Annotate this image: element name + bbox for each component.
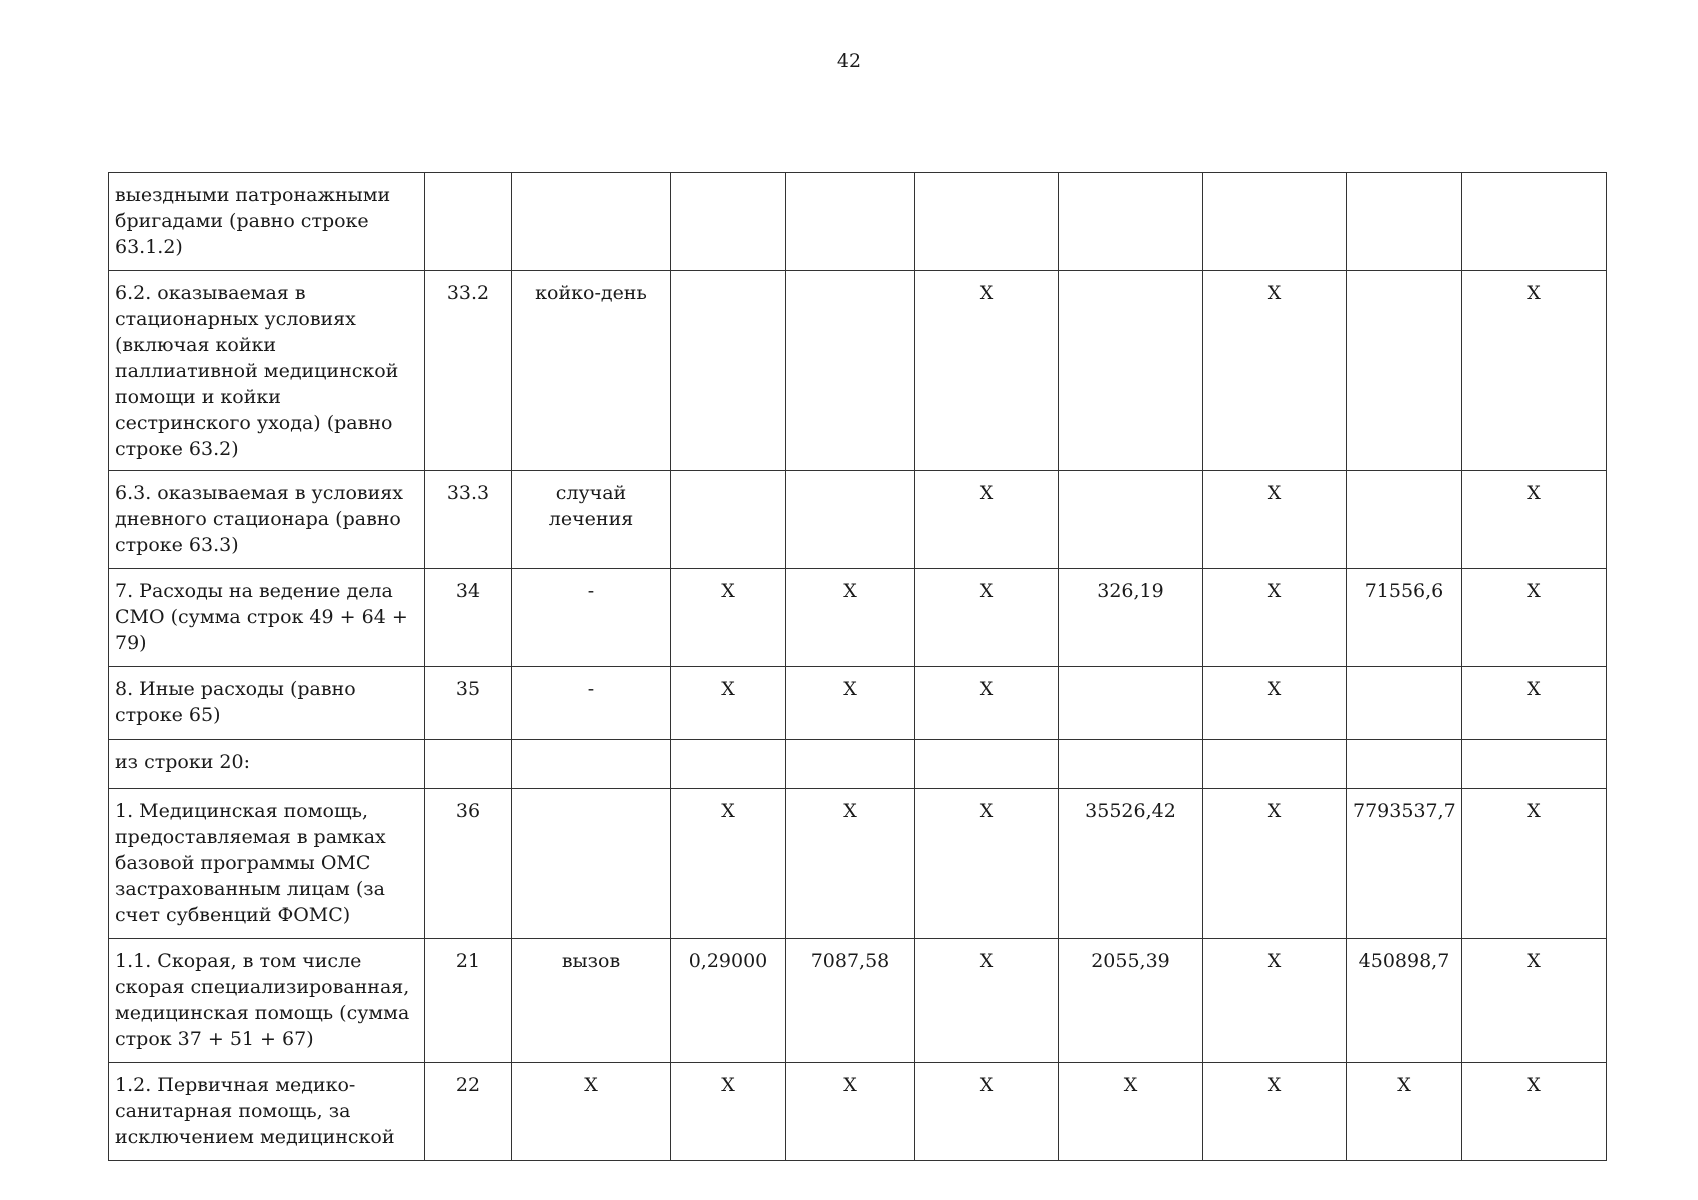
value-cell: 7087,58 (786, 939, 915, 1063)
table-row (109, 569, 1607, 667)
value-cell (1462, 740, 1607, 789)
value-cell: X (671, 569, 786, 667)
row-name-cell: 7. Расходы на ведение дела СМО (сумма строк 49 + 64 + 79) (109, 569, 425, 667)
value-cell: X (1462, 667, 1607, 740)
line-number-cell (425, 173, 512, 271)
value-cell (1347, 173, 1462, 271)
data-table (108, 172, 1607, 1161)
line-number-cell: 33.2 (425, 271, 512, 471)
value-cell: X (915, 569, 1059, 667)
line-number-cell: 34 (425, 569, 512, 667)
value-cell (786, 173, 915, 271)
value-cell (1347, 471, 1462, 569)
value-cell (1059, 667, 1203, 740)
line-number-cell: 22 (425, 1063, 512, 1161)
value-cell (1203, 173, 1347, 271)
value-cell: X (1203, 471, 1347, 569)
value-cell: X (1059, 1063, 1203, 1161)
row-name-cell: выездными патронажными бригадами (равно строке 63.1.2) (109, 173, 425, 271)
row-name-cell: 8. Иные расходы (равно строке 65) (109, 667, 425, 740)
value-cell (1347, 740, 1462, 789)
row-name-cell: 6.2. оказываемая в стационарных условиях (включая койки паллиативной медицинской помощи и койки сестринского ухода) (равно строке 63.2) (109, 271, 425, 471)
unit-cell: вызов (512, 939, 671, 1063)
value-cell (1462, 173, 1607, 271)
unit-cell: - (512, 569, 671, 667)
value-cell: X (671, 789, 786, 939)
row-name-cell: 6.3. оказываемая в условиях дневного стационара (равно строке 63.3) (109, 471, 425, 569)
value-cell (786, 471, 915, 569)
row-name-cell: 1. Медицинская помощь, предоставляемая в рамках базовой программы ОМС застрахованным лицам (за счет субвенций ФОМС) (109, 789, 425, 939)
value-cell: X (1347, 1063, 1462, 1161)
value-cell: 71556,6 (1347, 569, 1462, 667)
value-cell (1059, 173, 1203, 271)
value-cell (1347, 667, 1462, 740)
table-row (109, 271, 1607, 471)
value-cell (1059, 271, 1203, 471)
value-cell: 450898,7 (1347, 939, 1462, 1063)
value-cell: X (1203, 939, 1347, 1063)
value-cell: X (1462, 471, 1607, 569)
value-cell: X (671, 667, 786, 740)
value-cell: X (1462, 1063, 1607, 1161)
value-cell: X (915, 667, 1059, 740)
value-cell: X (671, 1063, 786, 1161)
value-cell: X (786, 667, 915, 740)
value-cell (786, 740, 915, 789)
table-row (109, 173, 1607, 271)
value-cell (915, 740, 1059, 789)
unit-cell: койко-день (512, 271, 671, 471)
unit-cell: - (512, 667, 671, 740)
value-cell: X (1462, 939, 1607, 1063)
unit-cell (512, 789, 671, 939)
value-cell: X (915, 939, 1059, 1063)
value-cell: X (915, 1063, 1059, 1161)
value-cell: 0,29000 (671, 939, 786, 1063)
unit-cell: X (512, 1063, 671, 1161)
value-cell: X (1203, 569, 1347, 667)
row-name-cell: 1.2. Первичная медико-санитарная помощь, за исключением медицинской (109, 1063, 425, 1161)
value-cell: 326,19 (1059, 569, 1203, 667)
value-cell (1203, 740, 1347, 789)
value-cell: X (915, 471, 1059, 569)
table-row (109, 740, 1607, 789)
line-number-cell: 35 (425, 667, 512, 740)
value-cell: 35526,42 (1059, 789, 1203, 939)
value-cell (671, 740, 786, 789)
unit-cell: случай лечения (512, 471, 671, 569)
unit-cell (512, 173, 671, 271)
value-cell: X (915, 789, 1059, 939)
value-cell (671, 271, 786, 471)
line-number-cell: 33.3 (425, 471, 512, 569)
table-row (109, 1063, 1607, 1161)
unit-cell (512, 740, 671, 789)
value-cell: X (1203, 271, 1347, 471)
page-number: 42 (836, 50, 862, 72)
table-row (109, 471, 1607, 569)
line-number-cell (425, 740, 512, 789)
value-cell (915, 173, 1059, 271)
line-number-cell: 21 (425, 939, 512, 1063)
line-number-cell: 36 (425, 789, 512, 939)
value-cell (1059, 740, 1203, 789)
value-cell (671, 471, 786, 569)
value-cell: X (1462, 271, 1607, 471)
value-cell: X (1203, 1063, 1347, 1161)
table-row (109, 939, 1607, 1063)
value-cell: X (1203, 667, 1347, 740)
value-cell (786, 271, 915, 471)
value-cell: 7793537,7 (1347, 789, 1462, 939)
table-row (109, 789, 1607, 939)
value-cell: X (786, 569, 915, 667)
value-cell: 2055,39 (1059, 939, 1203, 1063)
value-cell: X (1203, 789, 1347, 939)
value-cell: X (786, 1063, 915, 1161)
row-name-cell: 1.1. Скорая, в том числе скорая специализированная, медицинская помощь (сумма строк 37 + 51 + 67) (109, 939, 425, 1063)
value-cell: X (786, 789, 915, 939)
row-name-cell: из строки 20: (109, 740, 425, 789)
value-cell (671, 173, 786, 271)
table-row (109, 667, 1607, 740)
value-cell (1059, 471, 1203, 569)
value-cell: X (915, 271, 1059, 471)
value-cell: X (1462, 569, 1607, 667)
value-cell (1347, 271, 1462, 471)
value-cell: X (1462, 789, 1607, 939)
